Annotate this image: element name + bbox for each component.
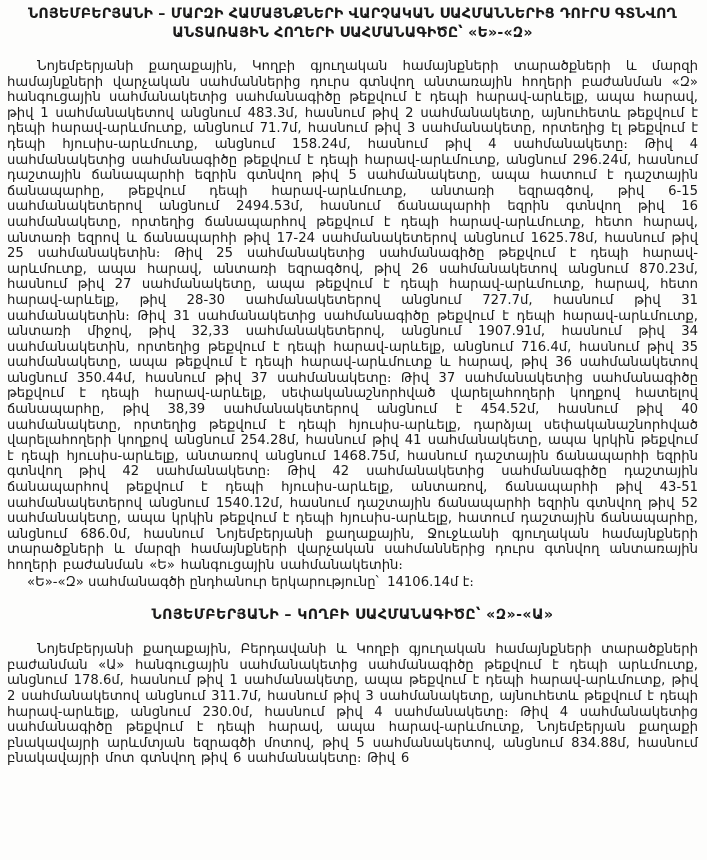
section2-boundary-description: Նոյեմբերյանի քաղաքային, Բերդավանի և Կողբի գյուղական համայնքների տարածքների բաժանման «Ա» հանգուցային սահմանակետից սահմանագիծը թեքվում է դեպի արևմուտք, անցնում 178.6մ, հասնում թիվ 1 սահմանակետը, ապա թեքվում է դեպի հարավ-արևմուտք, թիվ 2 սահմանակետով անցնում 311.7մ, հասնում թիվ 3 սահմանակետը, այնուհետև թեքվում է դեպի հարավ-արևելք, անցնում 230.0մ, հասնում թիվ 4 սահմանակետը։ Թիվ 4 սահմանակետից սահմանագիծը թեքվում է դեպի հարավ, ապա հարավ-արևմուտք, Նոյեմբերյան քաղաքի բնակավայրի արևմտյան եզրագծի մոտով, թիվ 5 սահմանակետով, անցնում 834.88մ, հասնում բնակավայրի մոտ գտնվող թիվ 6 սահմանակետը։ Թիվ 6 (7, 642, 698, 767)
section1-total-length-line: «Ե»-«Զ» սահմանագծի ընդհանուր երկարությունը՝ 14106.14մ է։ (27, 574, 474, 590)
section1-title-line1: ՆՈՅԵՄԲԵՐՅԱՆԻ – ՄԱՐԶԻ ՀԱՄԱՅՆՔՆԵՐԻ ՎԱՐՉԱԿԱՆ ՍԱՀՄԱՆՆԵՐԻՑ ԴՈՒՐՍ ԳՏՆՎՈՂ (28, 6, 677, 22)
section1-title (7, 5, 698, 43)
section2-heading: ՆՈՅԵՄԲԵՐՅԱՆԻ – ԿՈՂԲԻ ՍԱՀՄԱՆԱԳԻԾԸ՝ «Զ»-«Ա» (151, 607, 554, 624)
section1-boundary-description: Նոյեմբերյանի քաղաքային, Կողբի գյուղական համայնքների տարածքների և մարզի համայնքների վարչական սահմաններից դուրս գտնվող անտառային հողերի բաժանման «Զ» հանգուցային սահմանակետից սահմանագիծը թեքվում է դեպի հարավ-արևելք, ապա հարավ, թիվ 1 սահմանակետով անցնում 483.3մ, հասնում թիվ 2 սահմանակետը, այնուհետև թեքվում է դեպի հարավ-արևմուտք, անցնում 71.7մ, հասնում թիվ 3 սահմանակետը, որտեղից էլ թեքվում է դեպի հյուսիս-արևմուտք, անցնում 158.24մ, հասնում թիվ 4 սահմանակետը։ Թիվ 4 սահմանակետից սահմանագիծը թեքվում է դեպի հարավ-արևմուտք, անցնում 296.24մ, հասնում դաշտային ճանապարհի եզրին գտնվող թիվ 5 սահմանակետը, ապա հատում է դաշտային ճանապարհը, թեքվում դեպի հարավ-արևմուտք, անտառի եզրագծով, թիվ 6-15 սահմանակետերով անցնում 2494.53մ, հասնում ճանապարհի եզրին գտնվող թիվ 16 սահմանակետը, որտեղից ճանապարհով թեքվում է դեպի հարավ-արևմուտք, հետո հարավ, անտառի եզրով և ճանապարհի թիվ 17-24 սահմանակետերով անցնում 1625.78մ, հասնում թիվ 25 սահմանակետին։ Թիվ 25 սահմանակետից սահմանագիծը թեքվում է դեպի հարավ-արևմուտք, ապա հարավ, անտառի եզրագծով, թիվ 26 սահմանակետով անցնում 870.23մ, հասնում թիվ 27 սահմանակետը, ապա թեքվում է դեպի հարավ-արևմուտք, հարավ, հետո հարավ-արևելք, թիվ 28-30 սահմանակետերով անցնում 727.7մ, հասնում թիվ 31 սահմանակետին։ Թիվ 31 սահմանակետից սահմանագիծը թեքվում է դեպի հարավ-արևմուտք, անտառի միջով, թիվ 32,33 սահմանակետերով, անցնում 1907.91մ, հասնում թիվ 34 սահմանակետին, որտեղից թեքվում է դեպի հարավ-արևելք, անցնում 716.4մ, հասնում թիվ 35 սահմանակետը, ապա թեքվում է դեպի հարավ-արևմուտք և հարավ, թիվ 36 սահմանակետով անցնում 350.44մ, հասնում թիվ 37 սահմանակետը։ Թիվ 37 սահմանակետից սահմանագիծը թեքվում է դեպի հարավ-արևելք, սեփականաշնորհված վարելահողերի կողքով հատելով ճանապարհը, թիվ 38,39 սահմանակետերով անցնում է 454.52մ, հասնում թիվ 40 սահմանակետը, որտեղից թեքվում է դեպի հյուսիս-արևելք, դարձյալ սեփականաշնորհված վարելահողերի կողքով անցնում 254.28մ, հասնում թիվ 41 սահմանակետը, ապա կրկին թեքվում է դեպի հյուսիս-արևելք, անտառով անցնում 1468.75մ, հասնում դաշտային ճանապարհի եզրին գտնվող թիվ 42 սահմանակետը։ Թիվ 42 սահմանակետից սահմանագիծը դաշտային ճանապարհով թեքվում է դեպի հյուսիս-արևելք, անտառով, ճանապարհի թիվ 43-51 սահմանակետերով անցնում 1540.12մ, հասնում դաշտային ճանապարհի եզրին գտնվող թիվ 52 սահմանակետը, ապա կրկին թեքվում է դեպի հյուսիս-արևելք, հատում դաշտային ճանապարհը, անցնում 686.0մ, հասնում Նոյեմբերյանի քաղաքային, Ջուջևանի գյուղական համայնքների տարածքների և մարզի համայնքների վարչական սահմաններից դուրս գտնվող անտառային հողերի բաժանման «Ե» հանգուցային սահմանակետին։ (7, 59, 698, 573)
section1-title-line2: ԱՆՏԱՌԱՅԻՆ ՀՈՂԵՐԻ ՍԱՀՄԱՆԱԳԻԾԸ՝ «Ե»-«Զ» (172, 25, 533, 41)
